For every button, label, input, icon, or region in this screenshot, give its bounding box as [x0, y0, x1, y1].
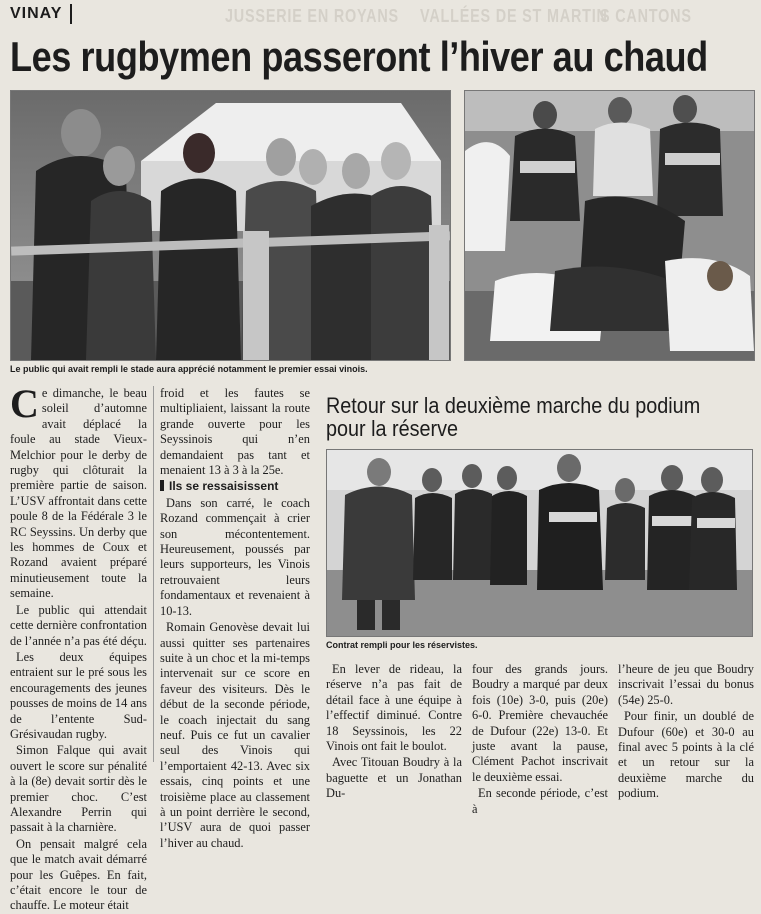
reserve-title: Retour sur la deuxième marche du podium pour la réserve	[326, 393, 701, 441]
main-col1-para-2: Le public qui attendait cette dernière confrontation de l’année n’a pas été déçu.	[10, 602, 147, 648]
main-col2-para-1: froid et les fautes se multipliaient, laissant la route grande ouverte pour les Seyssinois qui n’en demandaient pas tant et menaient 13 à 3 à la 25e.	[160, 386, 310, 478]
reserve-col2	[472, 662, 608, 817]
reserve-col1-para-1: En lever de rideau, la réserve n’a pas fait de détail face à une équipe à l’effectif diminué. Contre 18 Seyssinois, les 22 Vinois ont fait le boulot.	[326, 662, 462, 754]
ghost-header-3: S CANTONS	[600, 6, 692, 26]
headline: Les rugbymen passeront l’hiver au chaud	[10, 33, 708, 80]
reserve-col3-para-2: Pour finir, un doublé de Dufour (60e) et 30-0 au final avec 5 points à la clé et un retour sur la deuxième marche du podium.	[618, 709, 754, 801]
subhead-bar	[160, 480, 164, 491]
ghost-header-1: JUSSERIE EN ROYANS	[225, 6, 399, 26]
subhead	[160, 479, 310, 494]
main-article-col2	[160, 386, 310, 851]
reserve-team-illustration	[327, 450, 752, 636]
reserve-col1	[326, 662, 462, 802]
reserve-col1-para-2: Avec Titouan Boudry à la baguette et un Jonathan Du-	[326, 755, 462, 801]
reserve-team-photo	[326, 449, 753, 637]
main-col1-para-3: Les deux équipes entraient sur le pré sous les encouragements des jeunes pousses de moins de 14 ans de l’entente Sud-Grésivaudan rugby.	[10, 649, 147, 741]
reserve-col2-para-2: En seconde période, c’est à	[472, 786, 608, 816]
reserve-caption: Contrat rempli pour les réservistes.	[326, 640, 478, 650]
subhead-label: Ils se ressaisissent	[169, 479, 279, 494]
dropcap: C	[10, 381, 39, 426]
reserve-col3	[618, 662, 754, 802]
reserve-col3-para-1: l’heure de jeu que Boudry inscrivait l’essai du bonus (54e) 25-0.	[618, 662, 754, 707]
main-col1-para-5: On pensait malgré cela que le match avait démarré pour les Guêpes. En fait, c’était encore le tour de chauffe. Le moteur était	[10, 836, 147, 913]
ruck-photo	[464, 90, 755, 361]
main-col1-para-1: e dimanche, le beau soleil d’automne avait déplacé la foule au stade Vieux-Melchior pour le derby de rugby qui clôturait la première partie de saison. L’USV affrontait dans cette poule 8 de la Fédérale 3 le RC Seyssins. Un derby que les hommes de Coux et Rozand avaient préparé minutieusement toute la semaine.	[10, 386, 147, 601]
main-col2-para-2: Dans son carré, le coach Rozand commençait à crier son mécontentement. Heureusement, poussés par leurs supporteurs, les Vinois retrouvaient leurs fondamentaux et revenaient à 10-13.	[160, 495, 310, 618]
ghost-header-2: VALLÉES DE ST MARTIN	[420, 6, 608, 26]
main-col2-para-3: Romain Genovèse devait lui aussi quitter ses partenaires suite à un choc et la mi-temps intervenait sur ce score en faveur des visiteurs. Dès le début de la seconde période, le coach injectait du sang neuf. Puis ce fut un cavalier seul des Vinois qui l’emportaient 42-13. Avec six essais, cinq points et une troisième place au classement à un point derrière le second, l’USV aura de quoi passer l’hiver au chaud.	[160, 620, 310, 850]
spectators-photo	[10, 90, 451, 361]
main-col1-para-4: Simon Falque qui avait ouvert le score sur pénalité à la (8e) devait sortir dès le premier choc. C’est Alexandre Perrin qui passait à la charnière.	[10, 743, 147, 835]
column-divider	[153, 386, 154, 762]
reserve-col2-para-1: four des grands jours. Boudry a marqué par deux fois (10e) 3-0, puis (20e) 6-0. Première chevauchée de Dufour (22e) 13-0. Et juste avant la pause, Clément Pachot inscrivait le deuxième essai.	[472, 662, 608, 784]
section-label: VINAY	[10, 4, 72, 24]
main-article-col1	[10, 381, 147, 914]
spectators-illustration	[11, 91, 450, 360]
spectators-caption: Le public qui avait rempli le stade aura apprécié notamment le premier essai vinois.	[10, 364, 368, 374]
ruck-illustration	[465, 91, 754, 360]
